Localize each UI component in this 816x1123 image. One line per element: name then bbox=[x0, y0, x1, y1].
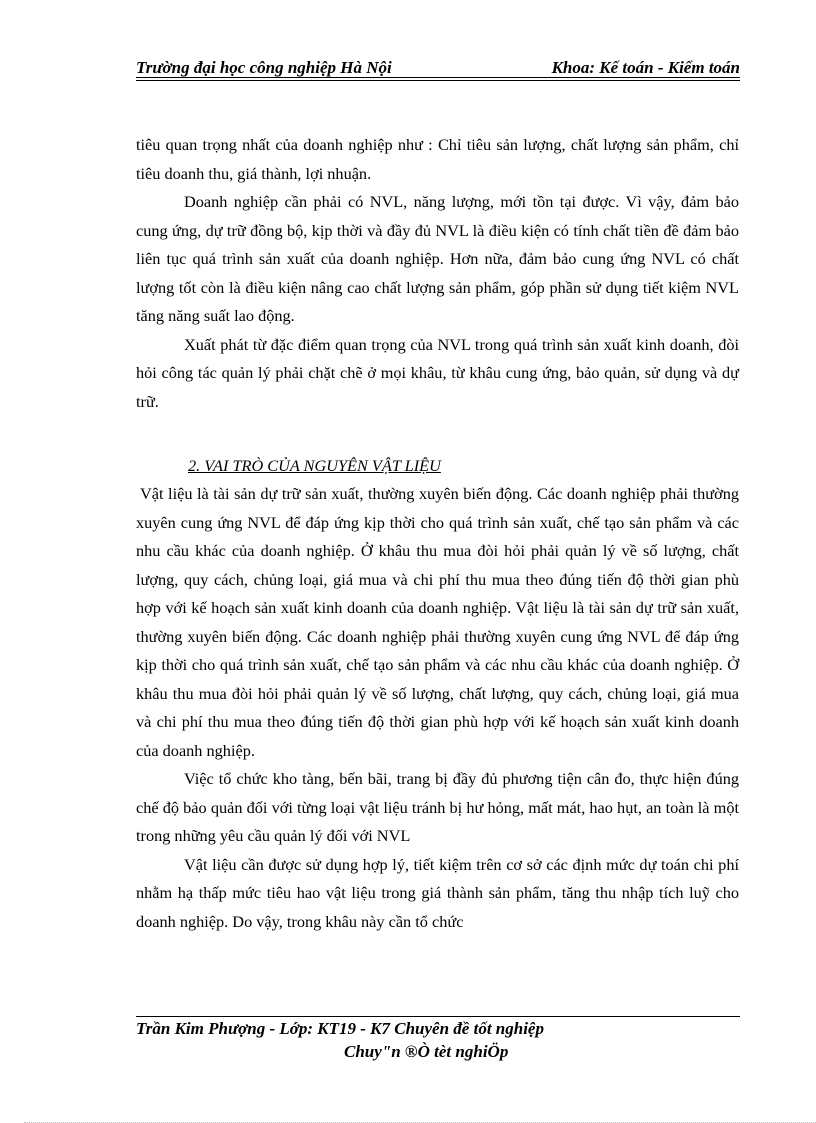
page-header bbox=[136, 52, 740, 78]
header-divider-thin bbox=[136, 80, 740, 81]
header-faculty-name: Khoa: Kế toán - Kiểm toán bbox=[551, 58, 740, 77]
paragraph: Vật liệu cần được sử dụng hợp lý, tiết kiệm trên cơ sở các định mức dự toán chi phí nhằm hạ thấp mức tiêu hao vật liệu trong giá thành sản phẩm, tăng thu nhập tích luỹ cho doanh nghiệp. Do vậy, trong khâu này cần tổ chức bbox=[136, 854, 739, 931]
paragraph: Xuất phát từ đặc điểm quan trọng của NVL trong quá trình sản xuất kinh doanh, đòi hỏi công tác quản lý phải chặt chẽ ở mọi khâu, từ khâu cung ứng, bảo quản, sử dụng và dự trữ. bbox=[136, 334, 739, 411]
footer-author-line: Trần Kim Phượng - Lớp: KT19 - K7 Chuyên đề tốt nghiệp bbox=[136, 1019, 544, 1038]
header-divider bbox=[136, 77, 740, 78]
section-heading-text: 2. VAI TRÒ CỦA NGUYÊN VẬT LIỆU bbox=[188, 456, 441, 475]
header-school-name: Trường đại học công nghiệp Hà Nội bbox=[136, 58, 392, 77]
footer-title-line: Chuy"n ®Ò tèt nghiÖp bbox=[344, 1042, 509, 1061]
paragraph: tiêu quan trọng nhất của doanh nghiệp như : Chỉ tiêu sản lượng, chất lượng sản phẩm, chỉ tiêu doanh thu, giá thành, lợi nhuận. bbox=[136, 135, 739, 183]
section-heading bbox=[136, 416, 739, 480]
document-body bbox=[136, 131, 739, 936]
footer-divider bbox=[136, 1016, 740, 1017]
paragraph: Việc tổ chức kho tàng, bến bãi, trang bị đầy đủ phương tiện cân đo, thực hiện đúng chế độ bảo quản đối với từng loại vật liệu tránh bị hư hỏng, mất mát, hao hụt, an toàn là một trong những yêu cầu quản lý đối với NVL bbox=[136, 769, 739, 845]
paragraph: Vật liệu là tài sản dự trữ sản xuất, thường xuyên biến động. Các doanh nghiệp phải thường xuyên cung ứng NVL để đáp ứng kịp thời cho quá trình sản xuất, chế tạo sản phẩm và các nhu cầu khác của doanh nghiệp. Ở khâu thu mua đòi hỏi phải quản lý về số lượng, chất lượng, quy cách, chủng loại, giá mua và chi phí thu mua theo đúng tiến độ thời gian phù hợp với kế hoạch sản xuất kinh doanh của doanh nghiệp. Vật liệu là tài sản dự trữ sản xuất, thường xuyên biến động. Các doanh nghiệp phải thường xuyên cung ứng NVL để đáp ứng kịp thời cho quá trình sản xuất, chế tạo sản phẩm và các nhu cầu khác của doanh nghiệp. Ở khâu thu mua đòi hỏi phải quản lý về số lượng, chất lượng, quy cách, chủng loại, giá mua và chi phí thu mua theo đúng tiến độ thời gian phù hợp với kế hoạch sản xuất kinh doanh của doanh nghiệp. bbox=[136, 484, 739, 760]
paragraph: Doanh nghiệp cần phải có NVL, năng lượng, mới tồn tại được. Vì vậy, đảm bảo cung ứng, dự trữ đồng bộ, kịp thời và đầy đủ NVL là điều kiện có tính chất tiền đề đảm bảo liên tục quá trình sản xuất của doanh nghiệp. Hơn nữa, đảm bảo cung ứng NVL có chất lượng tốt còn là điều kiện nâng cao chất lượng sản phẩm, góp phần sử dụng tiết kiệm NVL tăng năng suất lao động. bbox=[136, 192, 739, 325]
